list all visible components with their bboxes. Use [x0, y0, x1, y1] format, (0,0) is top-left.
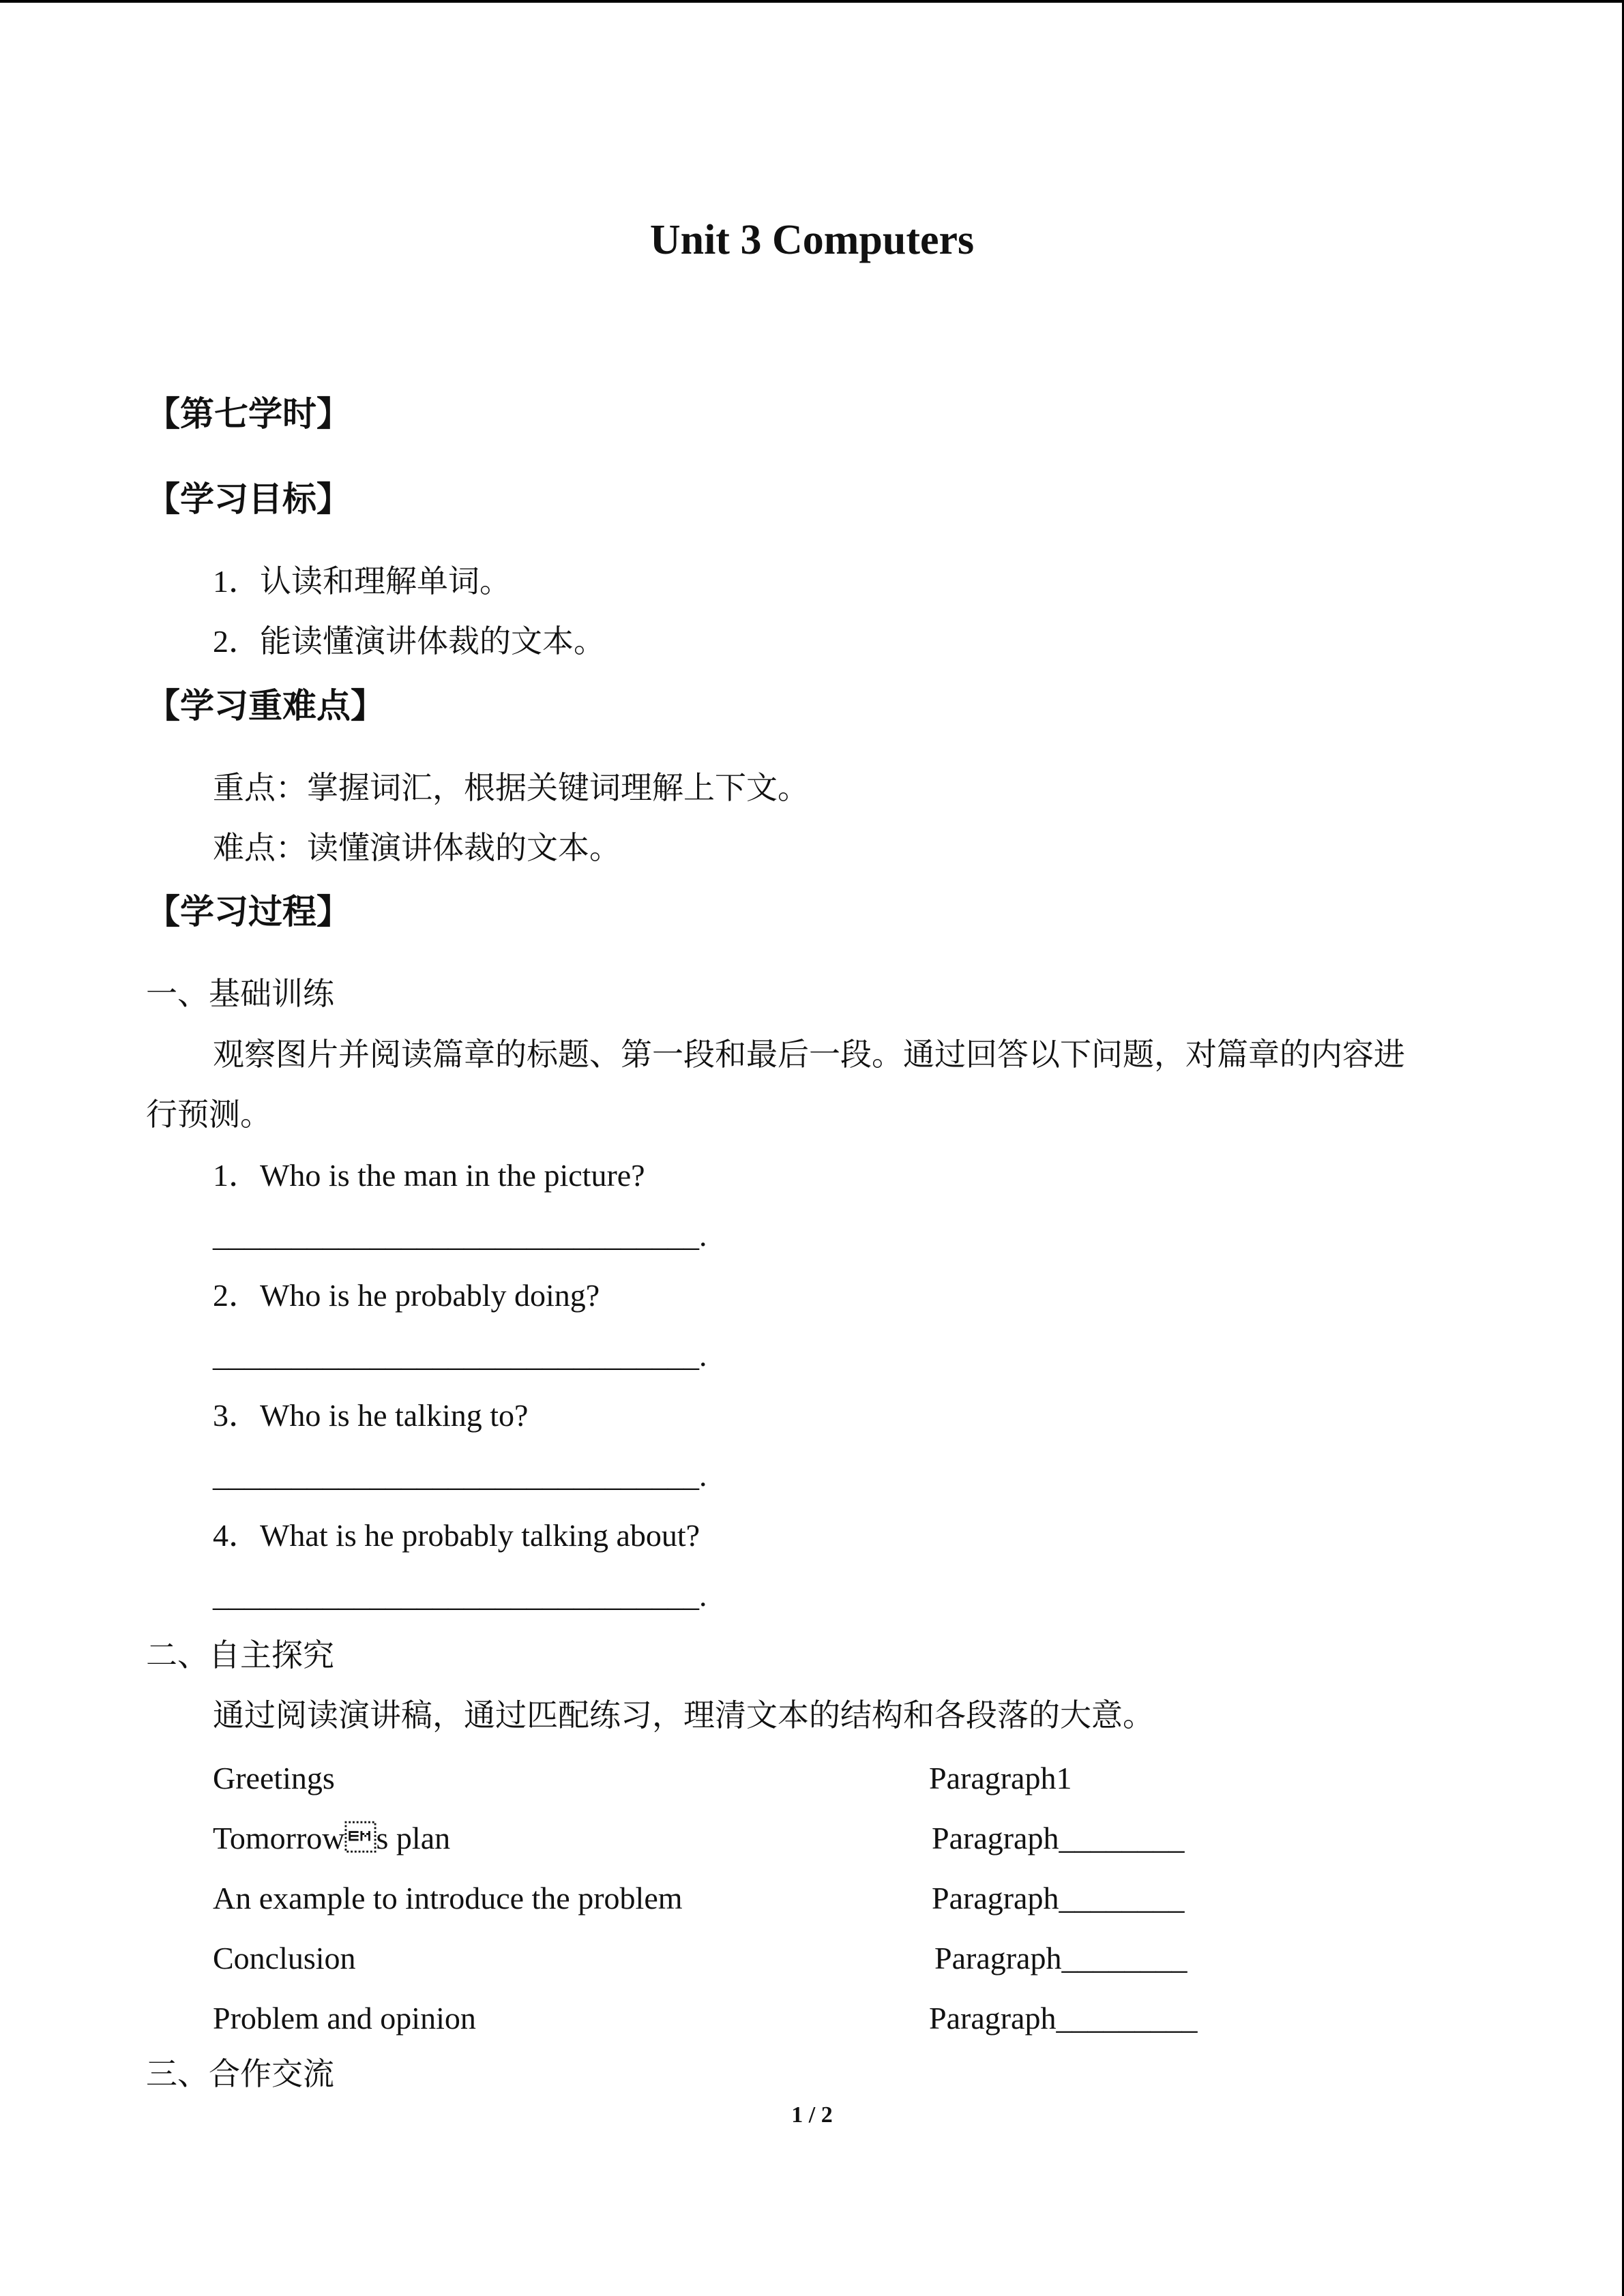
lesson-heading: 【第七学时】: [146, 394, 351, 434]
answer-blank-1[interactable]: _______________________________.: [213, 1218, 707, 1253]
process-heading: 【学习过程】: [146, 892, 351, 931]
answer-blank-2[interactable]: _______________________________.: [213, 1338, 707, 1373]
page-number: 1 / 2: [791, 2102, 833, 2128]
part1-instruction-cont: 行预测。: [146, 1097, 271, 1132]
answer-blank-3[interactable]: _______________________________.: [213, 1458, 707, 1493]
match-left-1: Greetings: [213, 1761, 335, 1795]
match-right-1: Paragraph1: [929, 1761, 1072, 1795]
match-right-5[interactable]: Paragraph_________: [929, 2001, 1198, 2036]
objective-item: 2．能读懂演讲体裁的文本。: [213, 624, 605, 659]
part2-instruction: 通过阅读演讲稿，通过匹配练习，理清文本的结构和各段落的大意。: [213, 1698, 1154, 1733]
objective-item: 1．认读和理解单词。: [213, 564, 511, 599]
part3-heading: 三、合作交流: [146, 2057, 334, 2091]
answer-blank-4[interactable]: _______________________________.: [213, 1578, 707, 1613]
question-4: 4．What is he probably talking about?: [213, 1518, 700, 1553]
page-title: Unit 3 Computers: [649, 217, 975, 263]
match-left-2: Tomorrows plan: [213, 1821, 451, 1855]
key-points-heading: 【学习重难点】: [146, 686, 385, 726]
match-left-4: Conclusion: [213, 1941, 356, 1976]
match-right-2[interactable]: Paragraph________: [932, 1821, 1185, 1855]
part1-instruction: 观察图片并阅读篇章的标题、第一段和最后一段。通过回答以下问题，对篇章的内容进: [213, 1037, 1405, 1072]
key-point-item: 难点：读懂演讲体裁的文本。: [213, 831, 621, 865]
objectives-heading: 【学习目标】: [146, 479, 351, 519]
match-left-3: An example to introduce the problem: [213, 1881, 683, 1915]
question-1: 1．Who is the man in the picture?: [213, 1158, 645, 1193]
part1-heading: 一、基础训练: [146, 976, 334, 1011]
key-point-item: 重点：掌握词汇，根据关键词理解上下文。: [213, 771, 809, 805]
question-2: 2．Who is he probably doing?: [213, 1278, 600, 1313]
question-3: 3．Who is he talking to?: [213, 1398, 529, 1433]
match-right-4[interactable]: Paragraph________: [934, 1941, 1187, 1976]
page-top-border: [0, 0, 1624, 3]
part2-heading: 二、自主探究: [146, 1638, 334, 1673]
match-left-5: Problem and opinion: [213, 2001, 476, 2036]
match-right-3[interactable]: Paragraph________: [932, 1881, 1185, 1915]
